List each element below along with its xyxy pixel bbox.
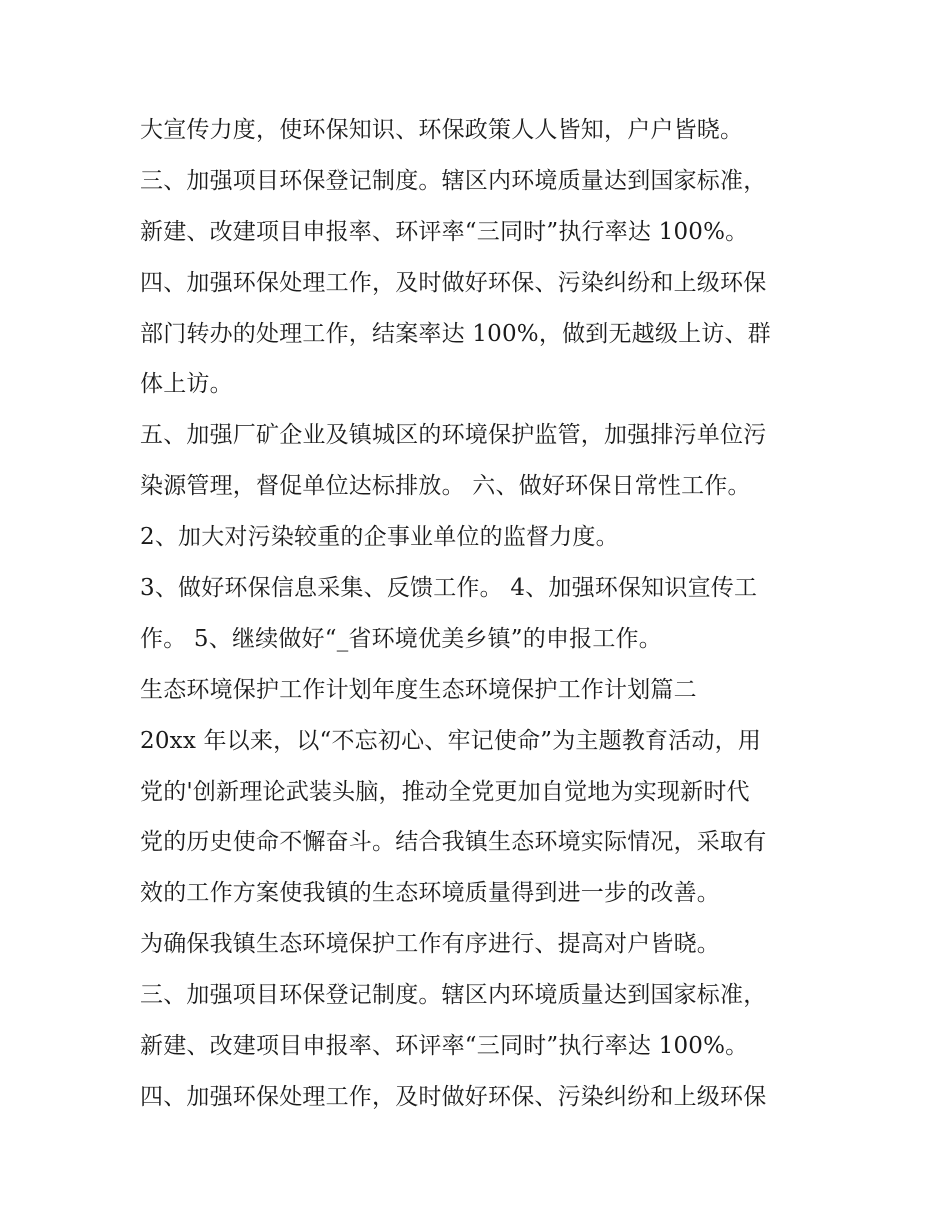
text-line: 大宣传力度，使环保知识、环保政策人人皆知，户户皆晓。 — [140, 117, 744, 143]
text-line: 四、加强环保处理工作，及时做好环保、污染纠纷和上级环保 — [140, 1083, 767, 1110]
text-line: 四、加强环保处理工作，及时做好环保、污染纠纷和上级环保 — [140, 269, 767, 296]
text-line: 效的工作方案使我镇的生态环境质量得到进一步的改善。 — [140, 880, 720, 907]
text-line: 体上访。 — [140, 371, 233, 398]
text-line: 为确保我镇生态环境保护工作有序进行、提高对户皆晓。 — [140, 931, 720, 958]
text-line: 20xx 年以来，以“不忘初心、牢记使命”为主题教育活动，用 — [140, 727, 762, 754]
text-line: 3、做好环保信息采集、反馈工作。 4、加强环保知识宣传工 — [140, 575, 758, 602]
text-line: 2、加大对污染较重的企事业单位的监督力度。 — [140, 524, 619, 551]
text-line: 三、加强项目环保登记制度。辖区内环境质量达到国家标准， — [140, 982, 767, 1009]
text-line: 作。 5、继续做好“_省环境优美乡镇”的申报工作。 — [140, 625, 662, 652]
text-line: 三、加强项目环保登记制度。辖区内环境质量达到国家标准， — [140, 167, 767, 194]
text-line: 党的历史使命不懈奋斗。结合我镇生态环境实际情况，采取有 — [140, 829, 767, 856]
document-body — [140, 105, 830, 1123]
text-line: 五、加强厂矿企业及镇城区的环境保护监管，加强排污单位污 — [140, 422, 767, 449]
text-line: 新建、改建项目申报率、环评率“三同时”执行率达 100%。 — [140, 218, 749, 245]
text-line: 染源管理，督促单位达标排放。 六、做好环保日常性工作。 — [140, 473, 751, 500]
text-line: 新建、改建项目申报率、环评率“三同时”执行率达 100%。 — [140, 1033, 749, 1060]
text-line: 党的'创新理论武装头脑，推动全党更加自觉地为实现新时代 — [140, 778, 750, 805]
section-title: 生态环境保护工作计划年度生态环境保护工作计划篇二 — [140, 676, 697, 703]
text-line: 部门转办的处理工作，结案率达 100%，做到无越级上访、群 — [140, 320, 771, 347]
